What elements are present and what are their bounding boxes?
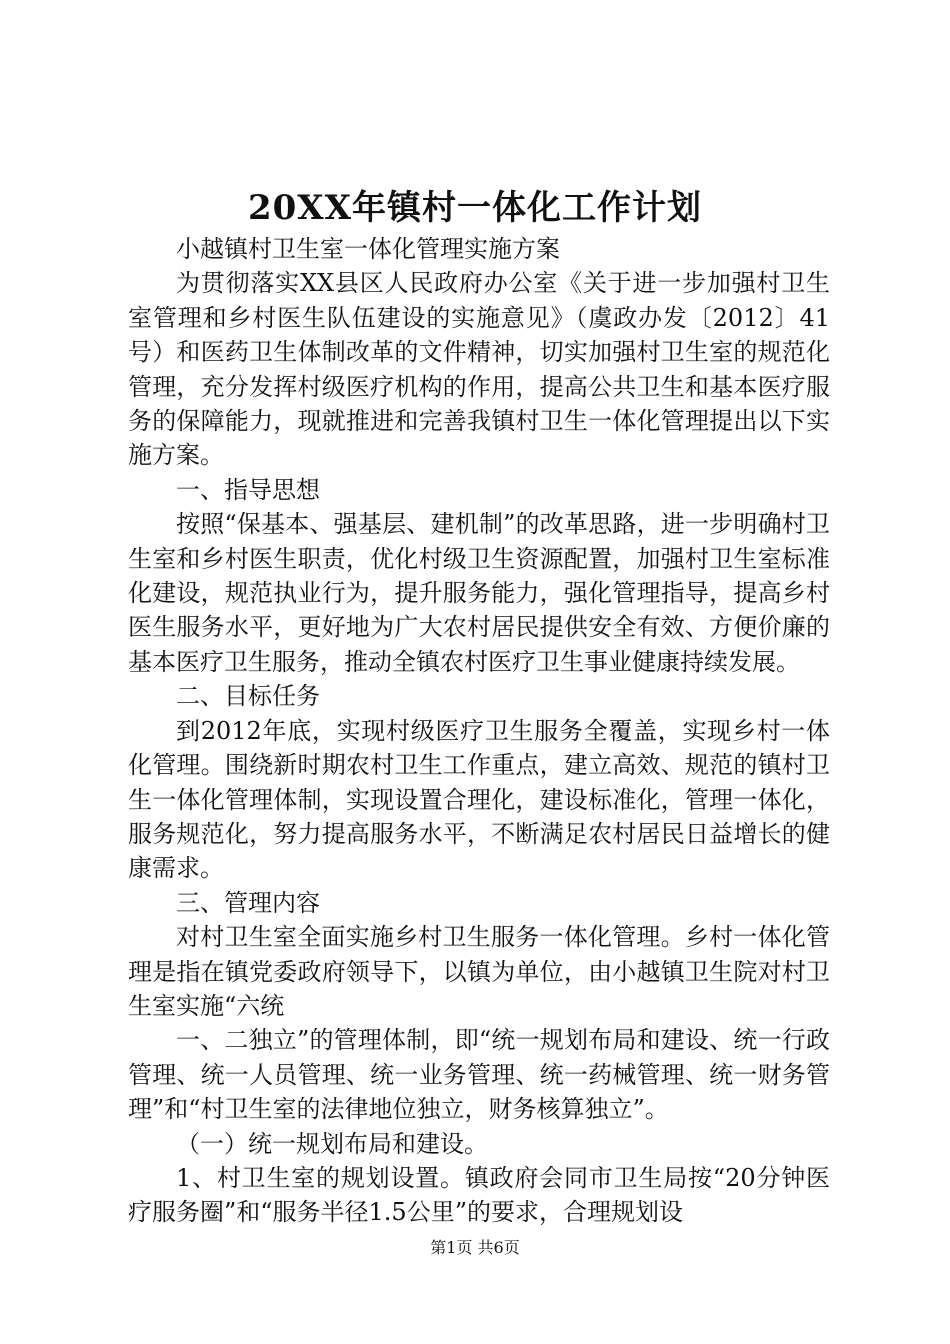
paragraph-goals: 到2012年底，实现村级医疗卫生服务全覆盖，实现乡村一体化管理。围绕新时期农村卫生工作重点，建立高效、规范的镇村卫生一体化管理体制，实现设置合理化，建设标准化，管理一体化，服务规范化，努力提高服务水平，不断满足农村居民日益增长的健康需求。 [128, 716, 830, 883]
subsection-heading-planning: （一）统一规划布局和建设。 [176, 1129, 488, 1158]
section-heading-guiding-ideology: 一、指导思想 [176, 475, 320, 504]
paragraph-plan-name: 小越镇村卫生室一体化管理实施方案 [176, 235, 560, 263]
section-heading-management: 三、管理内容 [176, 888, 320, 917]
document-body [128, 232, 830, 1230]
paragraph-management-2: 一、二独立”的管理体制，即“统一规划布局和建设、统一行政管理、统一人员管理、统一业务管理、统一药械管理、统一财务管理”和“村卫生室的法律地位独立，财务核算独立”。 [128, 1026, 830, 1124]
section-heading-goals: 二、目标任务 [176, 682, 320, 711]
paragraph-management-1: 对村卫生室全面实施乡村卫生服务一体化管理。乡村一体化管理是指在镇党委政府领导下，以镇为单位，由小越镇卫生院对村卫生室实施“六统 [128, 923, 830, 1020]
document-title: 20XX年镇村一体化工作计划 [247, 188, 703, 228]
page-footer: 第1页 共6页 [430, 1238, 520, 1257]
paragraph-planning-1: 1、村卫生室的规划设置。镇政府会同市卫生局按“20分钟医疗服务圈”和“服务半径1.5公里”的要求，合理规划设 [128, 1163, 830, 1227]
paragraph-intro: 为贯彻落实XX县区人民政府办公室《关于进一步加强村卫生室管理和乡村医生队伍建设的实施意见》（虞政办发〔2012〕41号）和医药卫生体制改革的文件精神，切实加强村卫生室的规范化管理，充分发挥村级医疗机构的作用，提高公共卫生和基本医疗服务的保障能力，现就推进和完善我镇村卫生一体化管理提出以下实施方案。 [128, 269, 830, 470]
paragraph-guiding-ideology: 按照“保基本、强基层、建机制”的改革思路，进一步明确村卫生室和乡村医生职责，优化村级卫生资源配置，加强村卫生室标准化建设，规范执业行为，提升服务能力，强化管理指导，提高乡村医生服务水平，更好地为广大农村居民提供安全有效、方便价廉的基本医疗卫生服务，推动全镇农村医疗卫生事业健康持续发展。 [128, 510, 830, 676]
